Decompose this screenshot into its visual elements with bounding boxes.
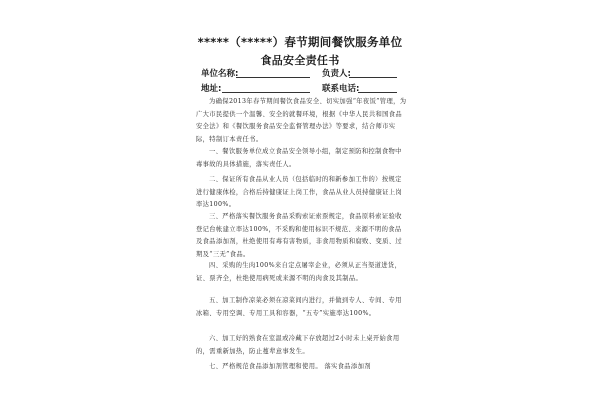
person-in-charge-label: 负责人:	[322, 69, 351, 79]
clause-5: 五、加工制作凉菜必须在凉菜间内进行，并做到专人、专间、专用冰箱、专用空调、专用工具和容器，“五专”实施率达100%。	[196, 297, 402, 317]
unit-name-field	[236, 77, 310, 78]
address-label: 地址:	[201, 84, 222, 94]
contact-phone-field	[358, 92, 397, 93]
document-subtitle: 食品安全责任书	[260, 54, 340, 67]
person-in-charge-field	[349, 77, 397, 78]
clause-7: 七、严格规范食品添加剂管理和使用。 落实食品添加剂	[209, 363, 371, 370]
clause-1: 一、餐饮服务单位成立食品安全领导小组，制定预防和控制食物中毒事故的具体措施，落实责任人。	[196, 148, 402, 168]
contact-phone-label: 联系电话:	[322, 84, 360, 94]
intro-paragraph: 为确保2013年春节期间餐饮食品安全、切实加强“年夜饭”管理，为广大市民提供一个温馨、安全的就餐环境，根据《中华人民共和国食品安全法》和《餐饮服务食品安全监督管理办法》等要求，结合师市实际，特制订本责任书。	[196, 98, 407, 143]
unit-name-label: 单位名称:	[201, 69, 239, 79]
clause-6: 六、加工好的熟食在室温或冷藏下存放超过2小时未上桌开始食用的，需重新加热，防止蔓辈意事发生。	[196, 335, 400, 355]
address-field	[222, 92, 310, 93]
clause-3: 三、严格落实餐饮服务食品采购索证索票规定，食品原料索证验收登记台帐建立率达100%，不采购和使用标识不规范、来源不明的食品及食品添加剂，杜绝使用有毒有害物质，非食用物质和腐败、变质、过期及“三无”食品。	[196, 213, 403, 258]
clause-2: 二、保证所有食品从业人员（包括临时的和新参加工作的）按规定进行健康体检，合格后持健康证上岗工作，食品从业人员持健康证上岗率达100%。	[196, 176, 403, 209]
document-title: *****（*****）春节期间餐饮服务单位	[197, 35, 403, 49]
clause-4: 四、采购的生肉100%来自定点屠宰企业，必须从正当渠道进货，证、票齐全，杜绝使用病死或来源不明的肉食及其制品。	[196, 262, 402, 282]
